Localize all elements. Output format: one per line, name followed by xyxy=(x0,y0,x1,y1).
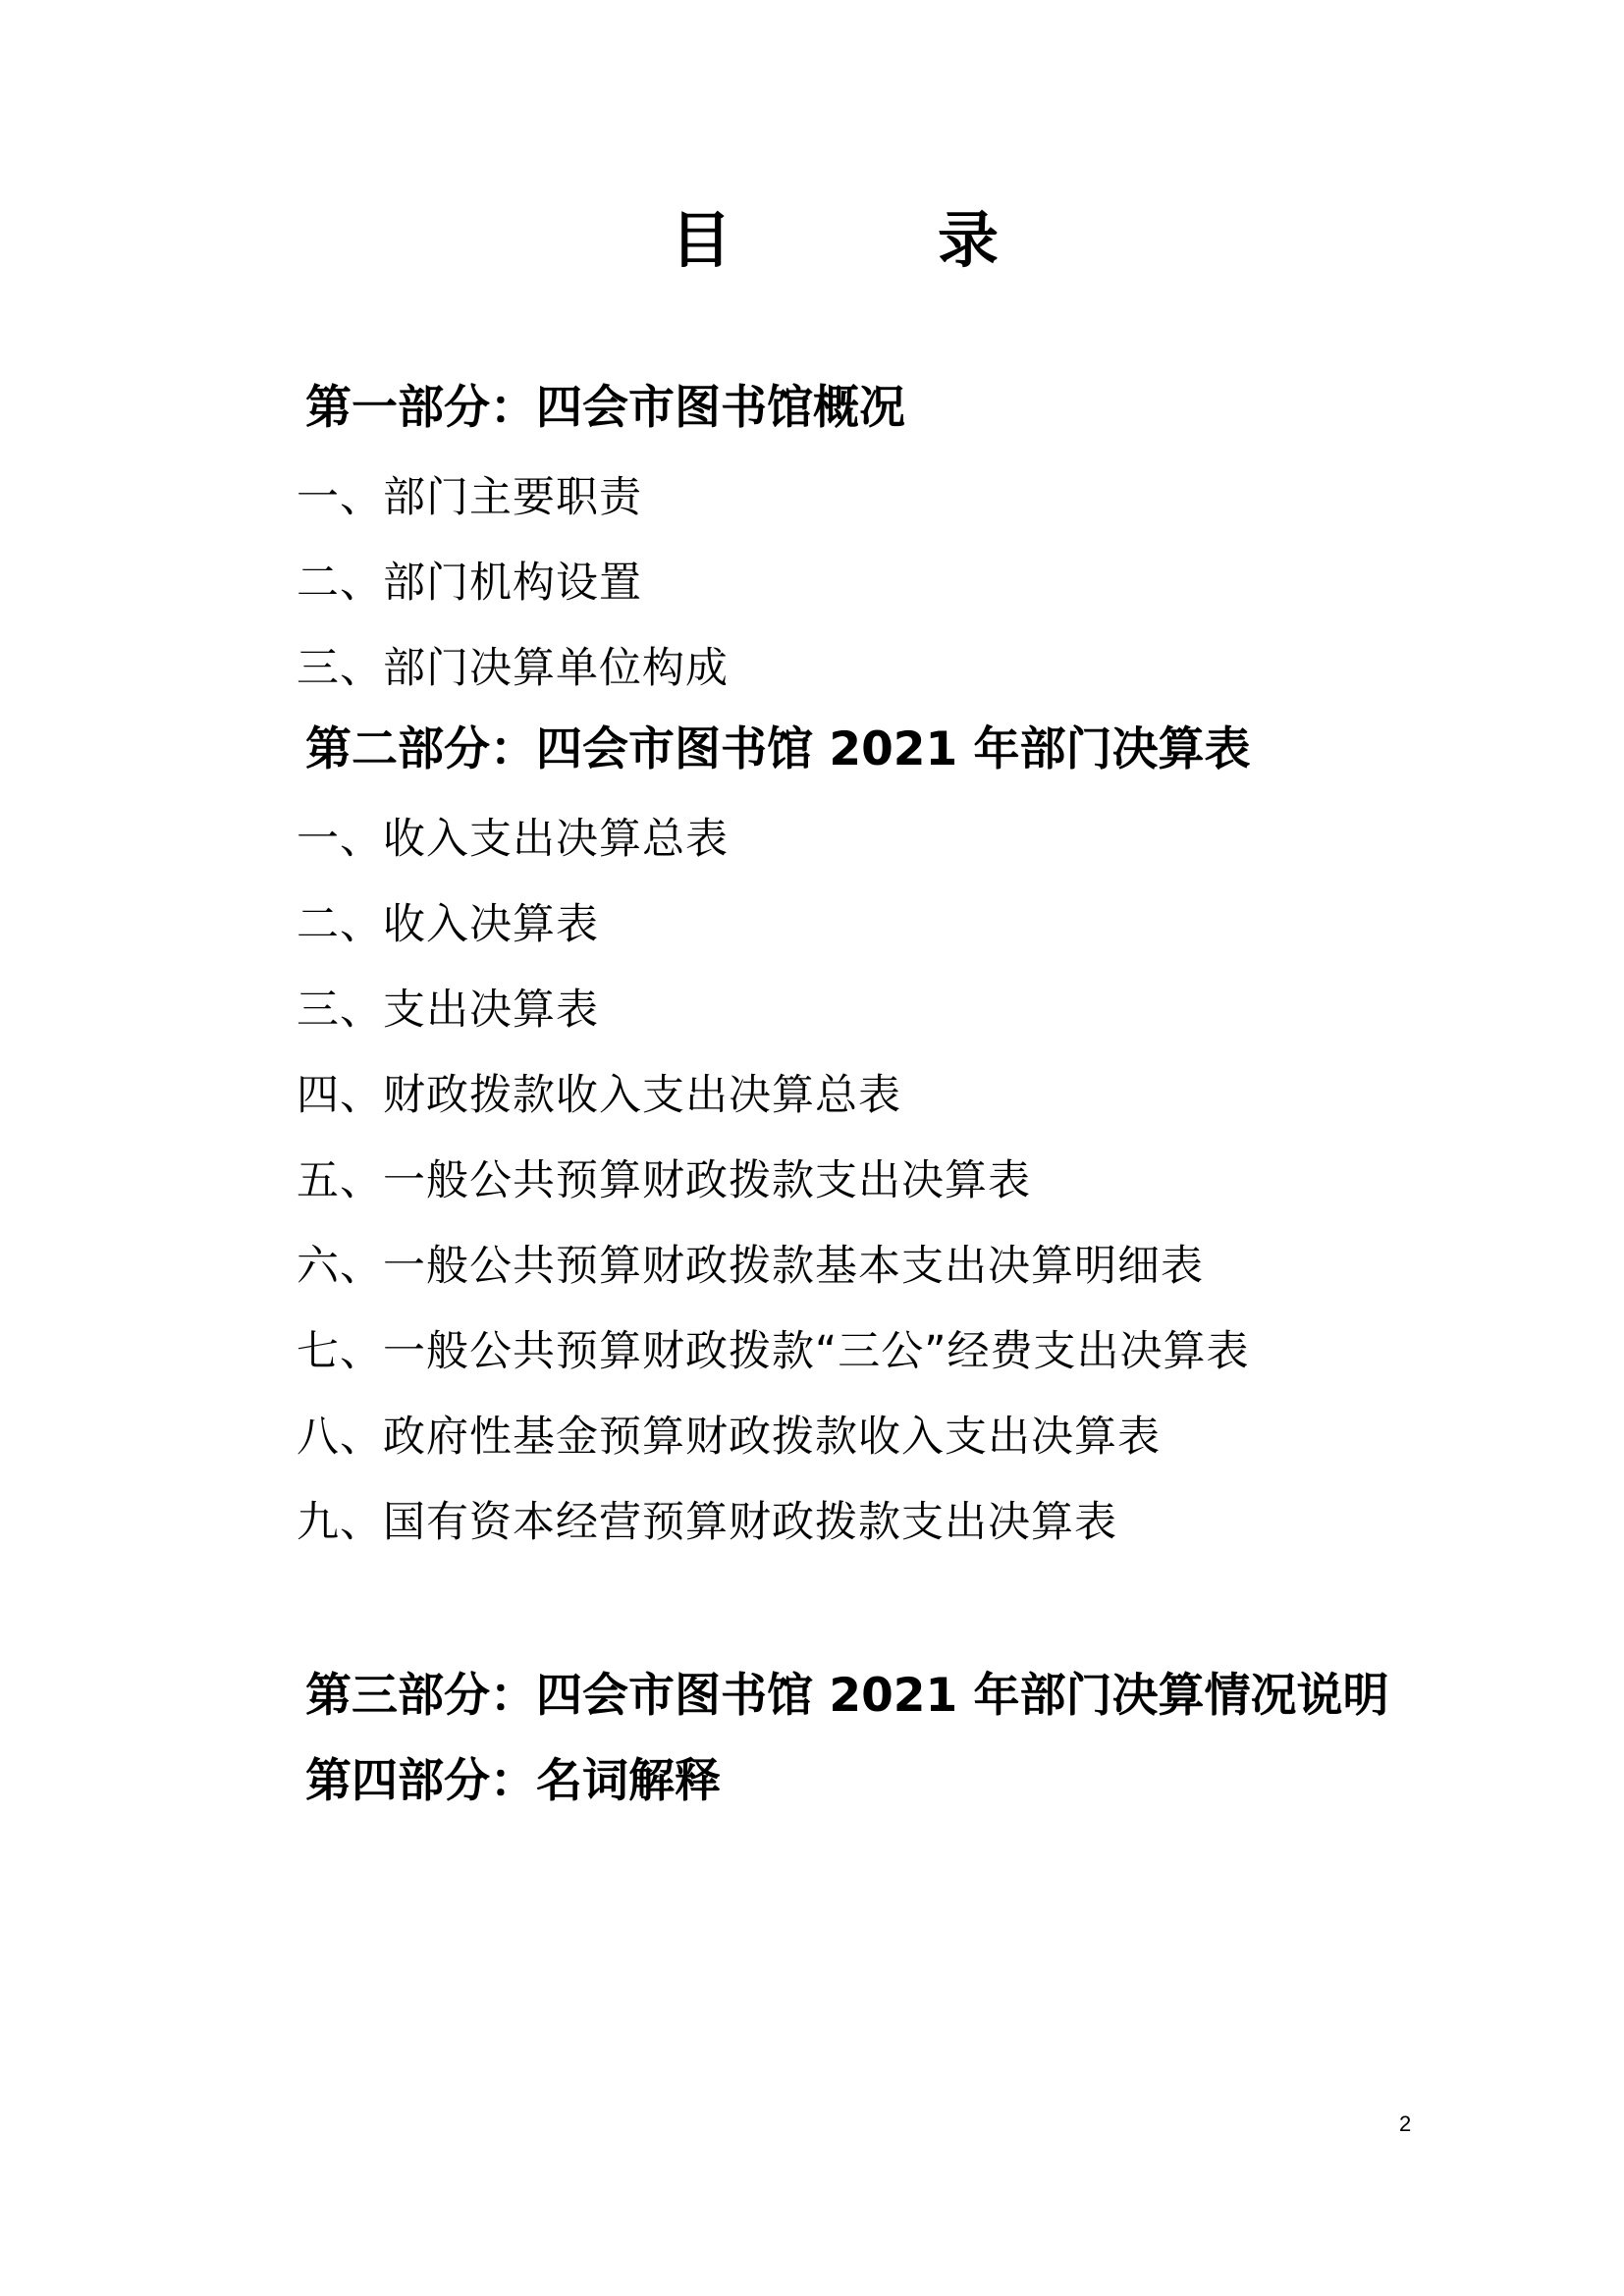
section-heading-part-1: 第一部分：四会市图书馆概况 xyxy=(305,381,905,435)
toc-item-part2-2: 二、收入决算表 xyxy=(297,900,599,949)
toc-item-part2-7: 七、一般公共预算财政拨款“三公”经费支出决算表 xyxy=(297,1327,1250,1376)
toc-item-part1-3: 三、部门决算单位构成 xyxy=(297,644,729,693)
section-heading-part-2: 第二部分：四会市图书馆 2021 年部门决算表 xyxy=(305,722,1251,776)
toc-item-part2-3: 三、支出决算表 xyxy=(297,986,599,1035)
toc-item-part1-1: 一、部门主要职责 xyxy=(297,473,642,522)
toc-title-char-2: 录 xyxy=(938,204,1000,276)
toc-item-part2-4: 四、财政拨款收入支出决算总表 xyxy=(297,1071,901,1120)
section-heading-part-3: 第三部分：四会市图书馆 2021 年部门决算情况说明 xyxy=(305,1669,1389,1723)
toc-item-part2-6: 六、一般公共预算财政拨款基本支出决算明细表 xyxy=(297,1242,1204,1291)
toc-title-char-1: 目 xyxy=(671,204,732,276)
toc-item-part1-2: 二、部门机构设置 xyxy=(297,559,642,608)
page-number: 2 xyxy=(1399,2111,1412,2136)
toc-item-part2-5: 五、一般公共预算财政拨款支出决算表 xyxy=(297,1156,1031,1205)
toc-item-part2-9: 九、国有资本经营预算财政拨款支出决算表 xyxy=(297,1498,1117,1547)
toc-item-part2-8: 八、政府性基金预算财政拨款收入支出决算表 xyxy=(297,1413,1161,1462)
toc-item-part2-1: 一、收入支出决算总表 xyxy=(297,815,729,864)
section-heading-part-4: 第四部分：名词解释 xyxy=(305,1754,721,1808)
